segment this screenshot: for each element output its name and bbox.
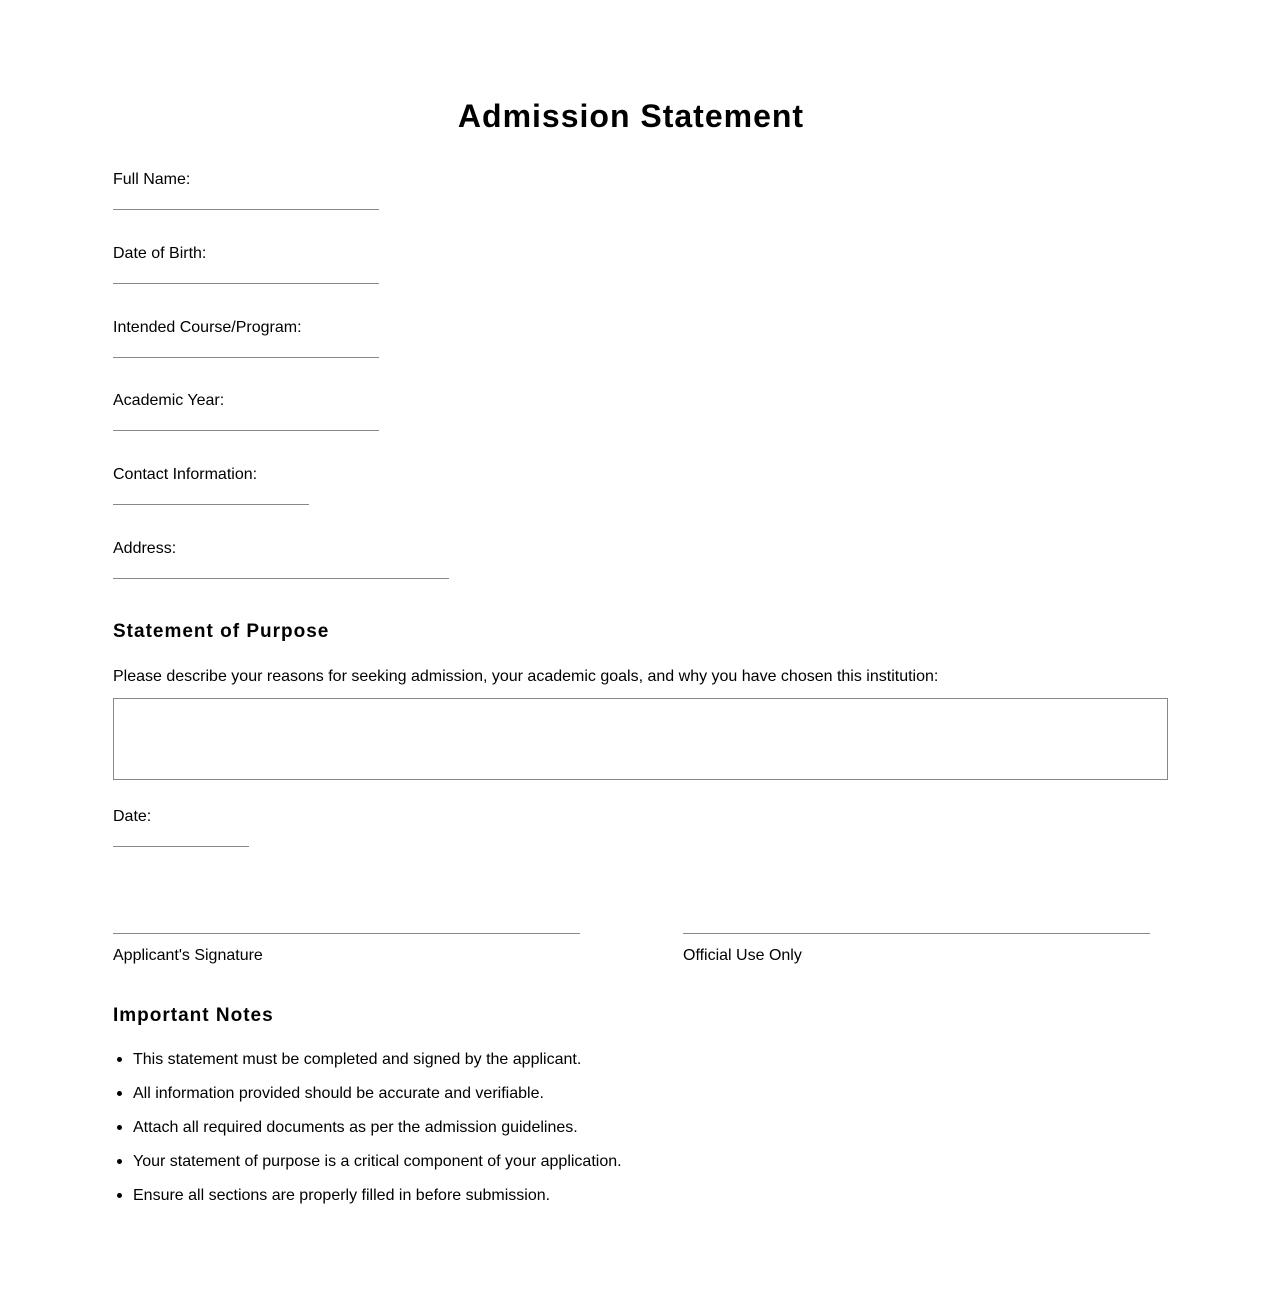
important-notes-heading: Important Notes xyxy=(113,1005,274,1026)
academic-year-input-line[interactable] xyxy=(113,429,379,431)
important-notes-list xyxy=(113,1049,622,1219)
official-use-label: Official Use Only xyxy=(683,947,802,964)
address-label: Address: xyxy=(113,540,177,557)
address-field xyxy=(113,539,449,579)
applicant-signature-line[interactable] xyxy=(113,933,580,934)
date-of-birth-label: Date of Birth: xyxy=(113,245,207,262)
date-of-birth-field xyxy=(113,244,379,284)
applicant-signature-block xyxy=(113,933,580,966)
list-item: This statement must be completed and signed by the applicant. xyxy=(133,1049,622,1083)
intended-course-input-line[interactable] xyxy=(113,356,379,358)
academic-year-field xyxy=(113,391,379,431)
full-name-field xyxy=(113,170,379,210)
date-label: Date: xyxy=(113,808,152,825)
full-name-label: Full Name: xyxy=(113,171,191,188)
purpose-instruction: Please describe your reasons for seeking admission, your academic goals, and why you have chosen this institution: xyxy=(113,668,939,685)
academic-year-label: Academic Year: xyxy=(113,392,225,409)
list-item: Attach all required documents as per the admission guidelines. xyxy=(133,1117,622,1151)
list-item: Your statement of purpose is a critical component of your application. xyxy=(133,1151,622,1185)
full-name-input-line[interactable] xyxy=(113,208,379,210)
date-of-birth-input-line[interactable] xyxy=(113,282,379,284)
bullet-icon xyxy=(117,1091,122,1096)
official-use-block xyxy=(683,933,1150,966)
bullet-icon xyxy=(117,1057,122,1062)
list-item: Ensure all sections are properly filled in before submission. xyxy=(133,1185,622,1219)
contact-information-field xyxy=(113,465,309,505)
contact-information-input-line[interactable] xyxy=(113,503,309,505)
date-field xyxy=(113,807,249,847)
official-use-line xyxy=(683,933,1150,934)
address-input-line[interactable] xyxy=(113,577,449,579)
bullet-icon xyxy=(117,1159,122,1164)
statement-of-purpose-textarea[interactable] xyxy=(113,698,1168,780)
page-title: Admission Statement xyxy=(457,98,805,134)
bullet-icon xyxy=(117,1125,122,1130)
applicant-signature-label: Applicant's Signature xyxy=(113,947,263,964)
intended-course-label: Intended Course/Program: xyxy=(113,319,302,336)
statement-of-purpose-heading: Statement of Purpose xyxy=(113,621,330,642)
list-item: All information provided should be accurate and verifiable. xyxy=(133,1083,622,1117)
date-input-line[interactable] xyxy=(113,845,249,847)
contact-information-label: Contact Information: xyxy=(113,466,258,483)
bullet-icon xyxy=(117,1193,122,1198)
intended-course-field xyxy=(113,318,379,358)
